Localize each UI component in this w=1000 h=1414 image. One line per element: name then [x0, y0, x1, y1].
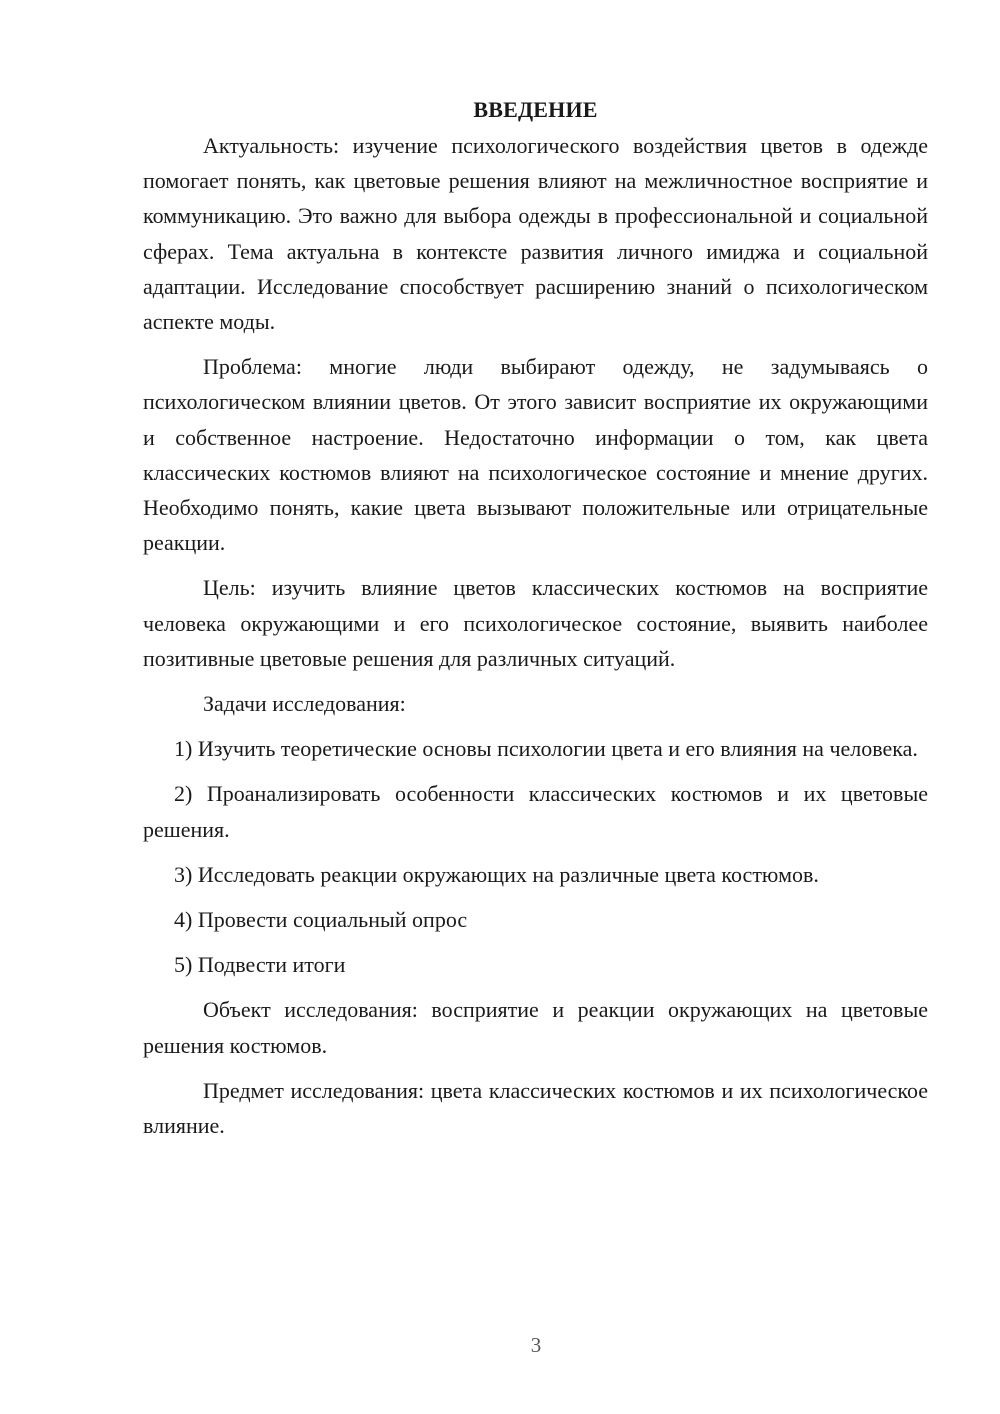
task-item-2: 2) Проанализировать особенности классических костюмов и их цветовые решения. — [143, 781, 928, 842]
paragraph-problem: Проблема: многие люди выбирают одежду, не задумываясь о психологическом влиянии цветов. От этого зависит восприятие их окружающими и собственное настроение. Недостаточно информации о том, как цвета классических костюмов влияют на психологическое состояние и мнение других. Необходимо понять, какие цвета вызывают положительные или отрицательные реакции. — [143, 354, 928, 556]
paragraph-relevance: Актуальность: изучение психологического воздействия цветов в одежде помогает понять, как цветовые решения влияют на межличностное восприятие и коммуникацию. Это важно для выбора одежды в профессиональной и социальной сферах. Тема актуальна в контексте развития личного имиджа и социальной адаптации. Исследование способствует расширению знаний о психологическом аспекте моды. — [143, 133, 928, 335]
task-item-4: 4) Провести социальный опрос — [174, 907, 468, 933]
task-item-3: 3) Исследовать реакции окружающих на различные цвета костюмов. — [174, 861, 819, 887]
paragraph-subject: Предмет исследования: цвета классических костюмов и их психологическое влияние. — [143, 1077, 928, 1139]
paragraph-goal: Цель: изучить влияние цветов классических костюмов на восприятие человека окружающими и его психологическое состояние, выявить наиболее позитивные цветовые решения для различных ситуаций. — [143, 575, 928, 671]
document-page — [143, 92, 928, 1143]
paragraph-object: Объект исследования: восприятие и реакции окружающих на цветовые решения костюмов. — [143, 997, 928, 1058]
page-number: 3 — [530, 1333, 542, 1357]
section-title: ВВЕДЕНИЕ — [473, 97, 598, 122]
task-item-5: 5) Подвести итоги — [174, 952, 346, 978]
tasks-heading: Задачи исследования: — [203, 691, 406, 717]
task-item-1: 1) Изучить теоретические основы психологии цвета и его влияния на человека. — [174, 736, 918, 762]
